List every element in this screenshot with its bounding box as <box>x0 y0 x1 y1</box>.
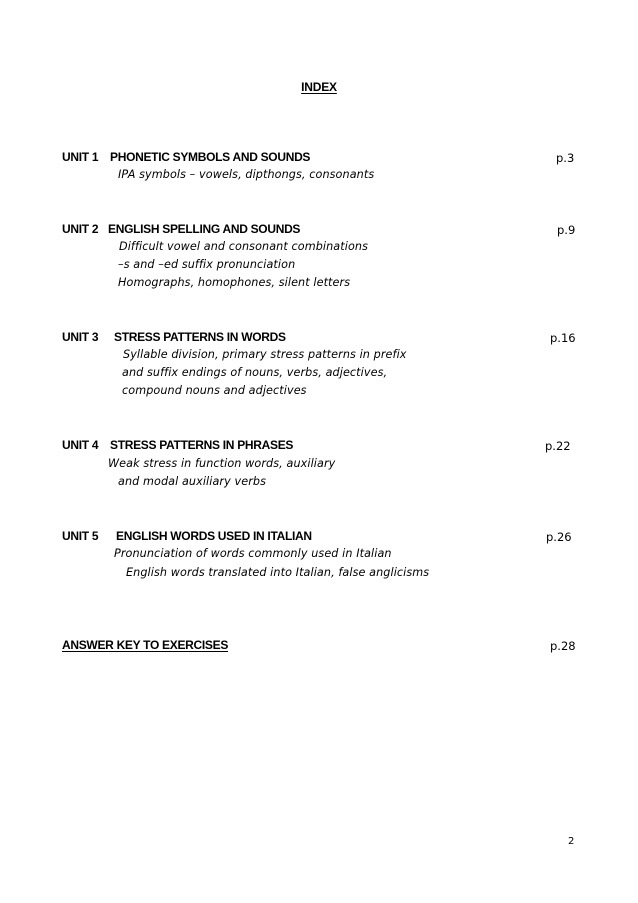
unit-4-label: UNIT 4 <box>62 438 99 452</box>
unit-2-heading <box>62 222 300 236</box>
index-title: INDEX <box>301 80 337 94</box>
unit-2-description-2: –s and –ed suffix pronunciation <box>118 258 296 271</box>
unit-1-page: p.3 <box>556 151 575 165</box>
unit-2-title: ENGLISH SPELLING AND SOUNDS <box>108 222 301 236</box>
unit-2-description-3: Homographs, homophones, silent letters <box>118 276 351 289</box>
unit-5-description-1: Pronunciation of words commonly used in Italian <box>114 547 392 560</box>
unit-4-title: STRESS PATTERNS IN PHRASES <box>110 438 294 452</box>
unit-3-page: p.16 <box>550 331 576 345</box>
unit-4-description-1: Weak stress in function words, auxiliary <box>108 457 336 470</box>
unit-3-description-2: and suffix endings of nouns, verbs, adjectives, <box>122 366 388 379</box>
unit-3-heading <box>62 330 286 344</box>
page-number: 2 <box>568 836 575 847</box>
unit-1-label: UNIT 1 <box>62 150 99 164</box>
unit-5-heading <box>62 529 312 543</box>
answer-key-heading: ANSWER KEY TO EXERCISES <box>62 638 229 652</box>
unit-2-label: UNIT 2 <box>62 222 99 236</box>
unit-1-title: PHONETIC SYMBOLS AND SOUNDS <box>110 150 311 164</box>
answer-key-page: p.28 <box>550 639 576 653</box>
unit-3-title: STRESS PATTERNS IN WORDS <box>114 330 286 344</box>
unit-4-page: p.22 <box>545 439 571 453</box>
unit-3-label: UNIT 3 <box>62 330 99 344</box>
unit-1-heading <box>62 150 310 164</box>
unit-4-description-2: and modal auxiliary verbs <box>118 475 267 488</box>
unit-2-description-1: Difficult vowel and consonant combinations <box>119 240 369 253</box>
unit-4-heading <box>62 438 293 452</box>
unit-5-page: p.26 <box>546 530 572 544</box>
unit-5-description-2: English words translated into Italian, false anglicisms <box>126 566 430 579</box>
unit-5-title: ENGLISH WORDS USED IN ITALIAN <box>116 529 312 543</box>
unit-3-description-1: Syllable division, primary stress patterns in prefix <box>123 348 407 361</box>
unit-3-description-3: compound nouns and adjectives <box>122 384 307 397</box>
unit-1-description-1: IPA symbols – vowels, dipthongs, consonants <box>118 168 375 181</box>
unit-5-label: UNIT 5 <box>62 529 99 543</box>
unit-2-page: p.9 <box>557 223 576 237</box>
